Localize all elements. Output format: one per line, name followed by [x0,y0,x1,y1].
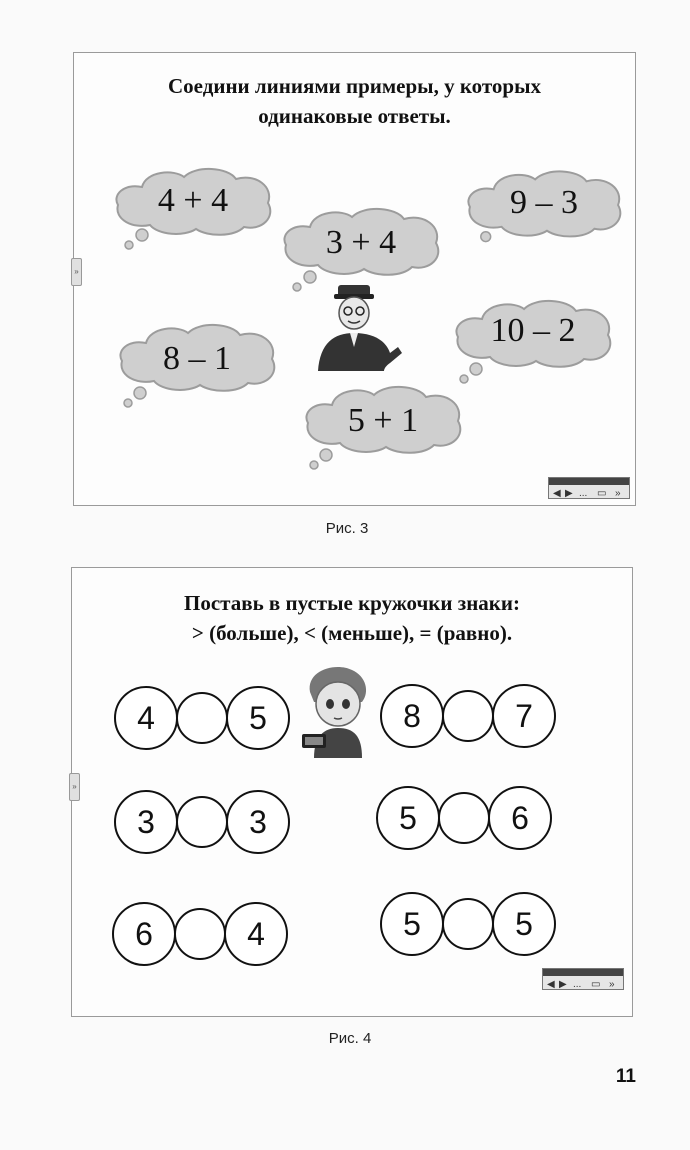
empty-sign-circle[interactable] [176,692,228,744]
number-circle: 5 [226,686,290,750]
empty-sign-circle[interactable] [442,690,494,742]
arrow-right-icon[interactable]: ▶ [559,979,567,990]
cloud-expression: 10 – 2 [490,312,576,349]
number-circle: 5 [380,892,444,956]
slide-navigation-bar [548,477,630,499]
arrow-right-icon[interactable]: ▶ [565,488,573,499]
side-panel-tab[interactable]: » [69,773,80,801]
arrow-left-icon[interactable]: ◀ [553,488,561,499]
math-cloud[interactable] [116,321,278,409]
navbar-title-strip [543,969,623,976]
number-circle: 4 [114,686,178,750]
instruction-line-2: одинаковые ответы. [258,104,451,128]
instruction-line-1: Поставь в пустые кружочки знаки: [184,591,520,615]
more-button[interactable]: ... [573,979,582,990]
math-cloud[interactable] [280,205,442,293]
expand-button[interactable]: » [615,488,621,499]
math-cloud[interactable] [464,167,624,253]
monitor-icon[interactable]: ▭ [591,979,601,990]
cloud-expression: 4 + 4 [157,182,229,219]
number-circle: 6 [488,786,552,850]
number-circle: 7 [492,684,556,748]
empty-sign-circle[interactable] [176,796,228,848]
empty-sign-circle[interactable] [442,898,494,950]
page-number: 11 [615,1066,636,1087]
boy-illustration [296,662,380,758]
figure-3-caption: Рис. 3 [325,520,369,537]
number-circle: 3 [114,790,178,854]
side-panel-tab[interactable]: » [71,258,82,286]
navbar-title-strip [549,478,629,485]
math-cloud[interactable] [302,383,464,473]
teacher-illustration [312,281,402,373]
slide-figure-4 [71,567,633,1017]
slide-navigation-bar [542,968,624,990]
expand-button[interactable]: » [609,979,615,990]
figure-4-instruction [72,588,632,648]
empty-sign-circle[interactable] [174,908,226,960]
instruction-line-1: Соедини линиями примеры, у которых [168,74,541,98]
cloud-expression: 3 + 4 [325,224,397,261]
cloud-expression: 9 – 3 [510,184,578,221]
math-cloud[interactable] [452,297,614,385]
number-circle: 3 [226,790,290,854]
more-button[interactable]: ... [579,488,588,499]
figure-4-caption: Рис. 4 [328,1030,372,1047]
figure-3-instruction [74,71,635,131]
monitor-icon[interactable]: ▭ [597,488,607,499]
number-circle: 5 [376,786,440,850]
slide-figure-3 [73,52,636,506]
number-circle: 6 [112,902,176,966]
number-circle: 4 [224,902,288,966]
number-circle: 5 [492,892,556,956]
cloud-expression: 5 + 1 [347,402,419,439]
cloud-expression: 8 – 1 [163,340,231,377]
arrow-left-icon[interactable]: ◀ [547,979,555,990]
math-cloud[interactable] [112,165,274,251]
number-circle: 8 [380,684,444,748]
empty-sign-circle[interactable] [438,792,490,844]
instruction-line-2: > (больше), < (меньше), = (равно). [191,621,513,645]
